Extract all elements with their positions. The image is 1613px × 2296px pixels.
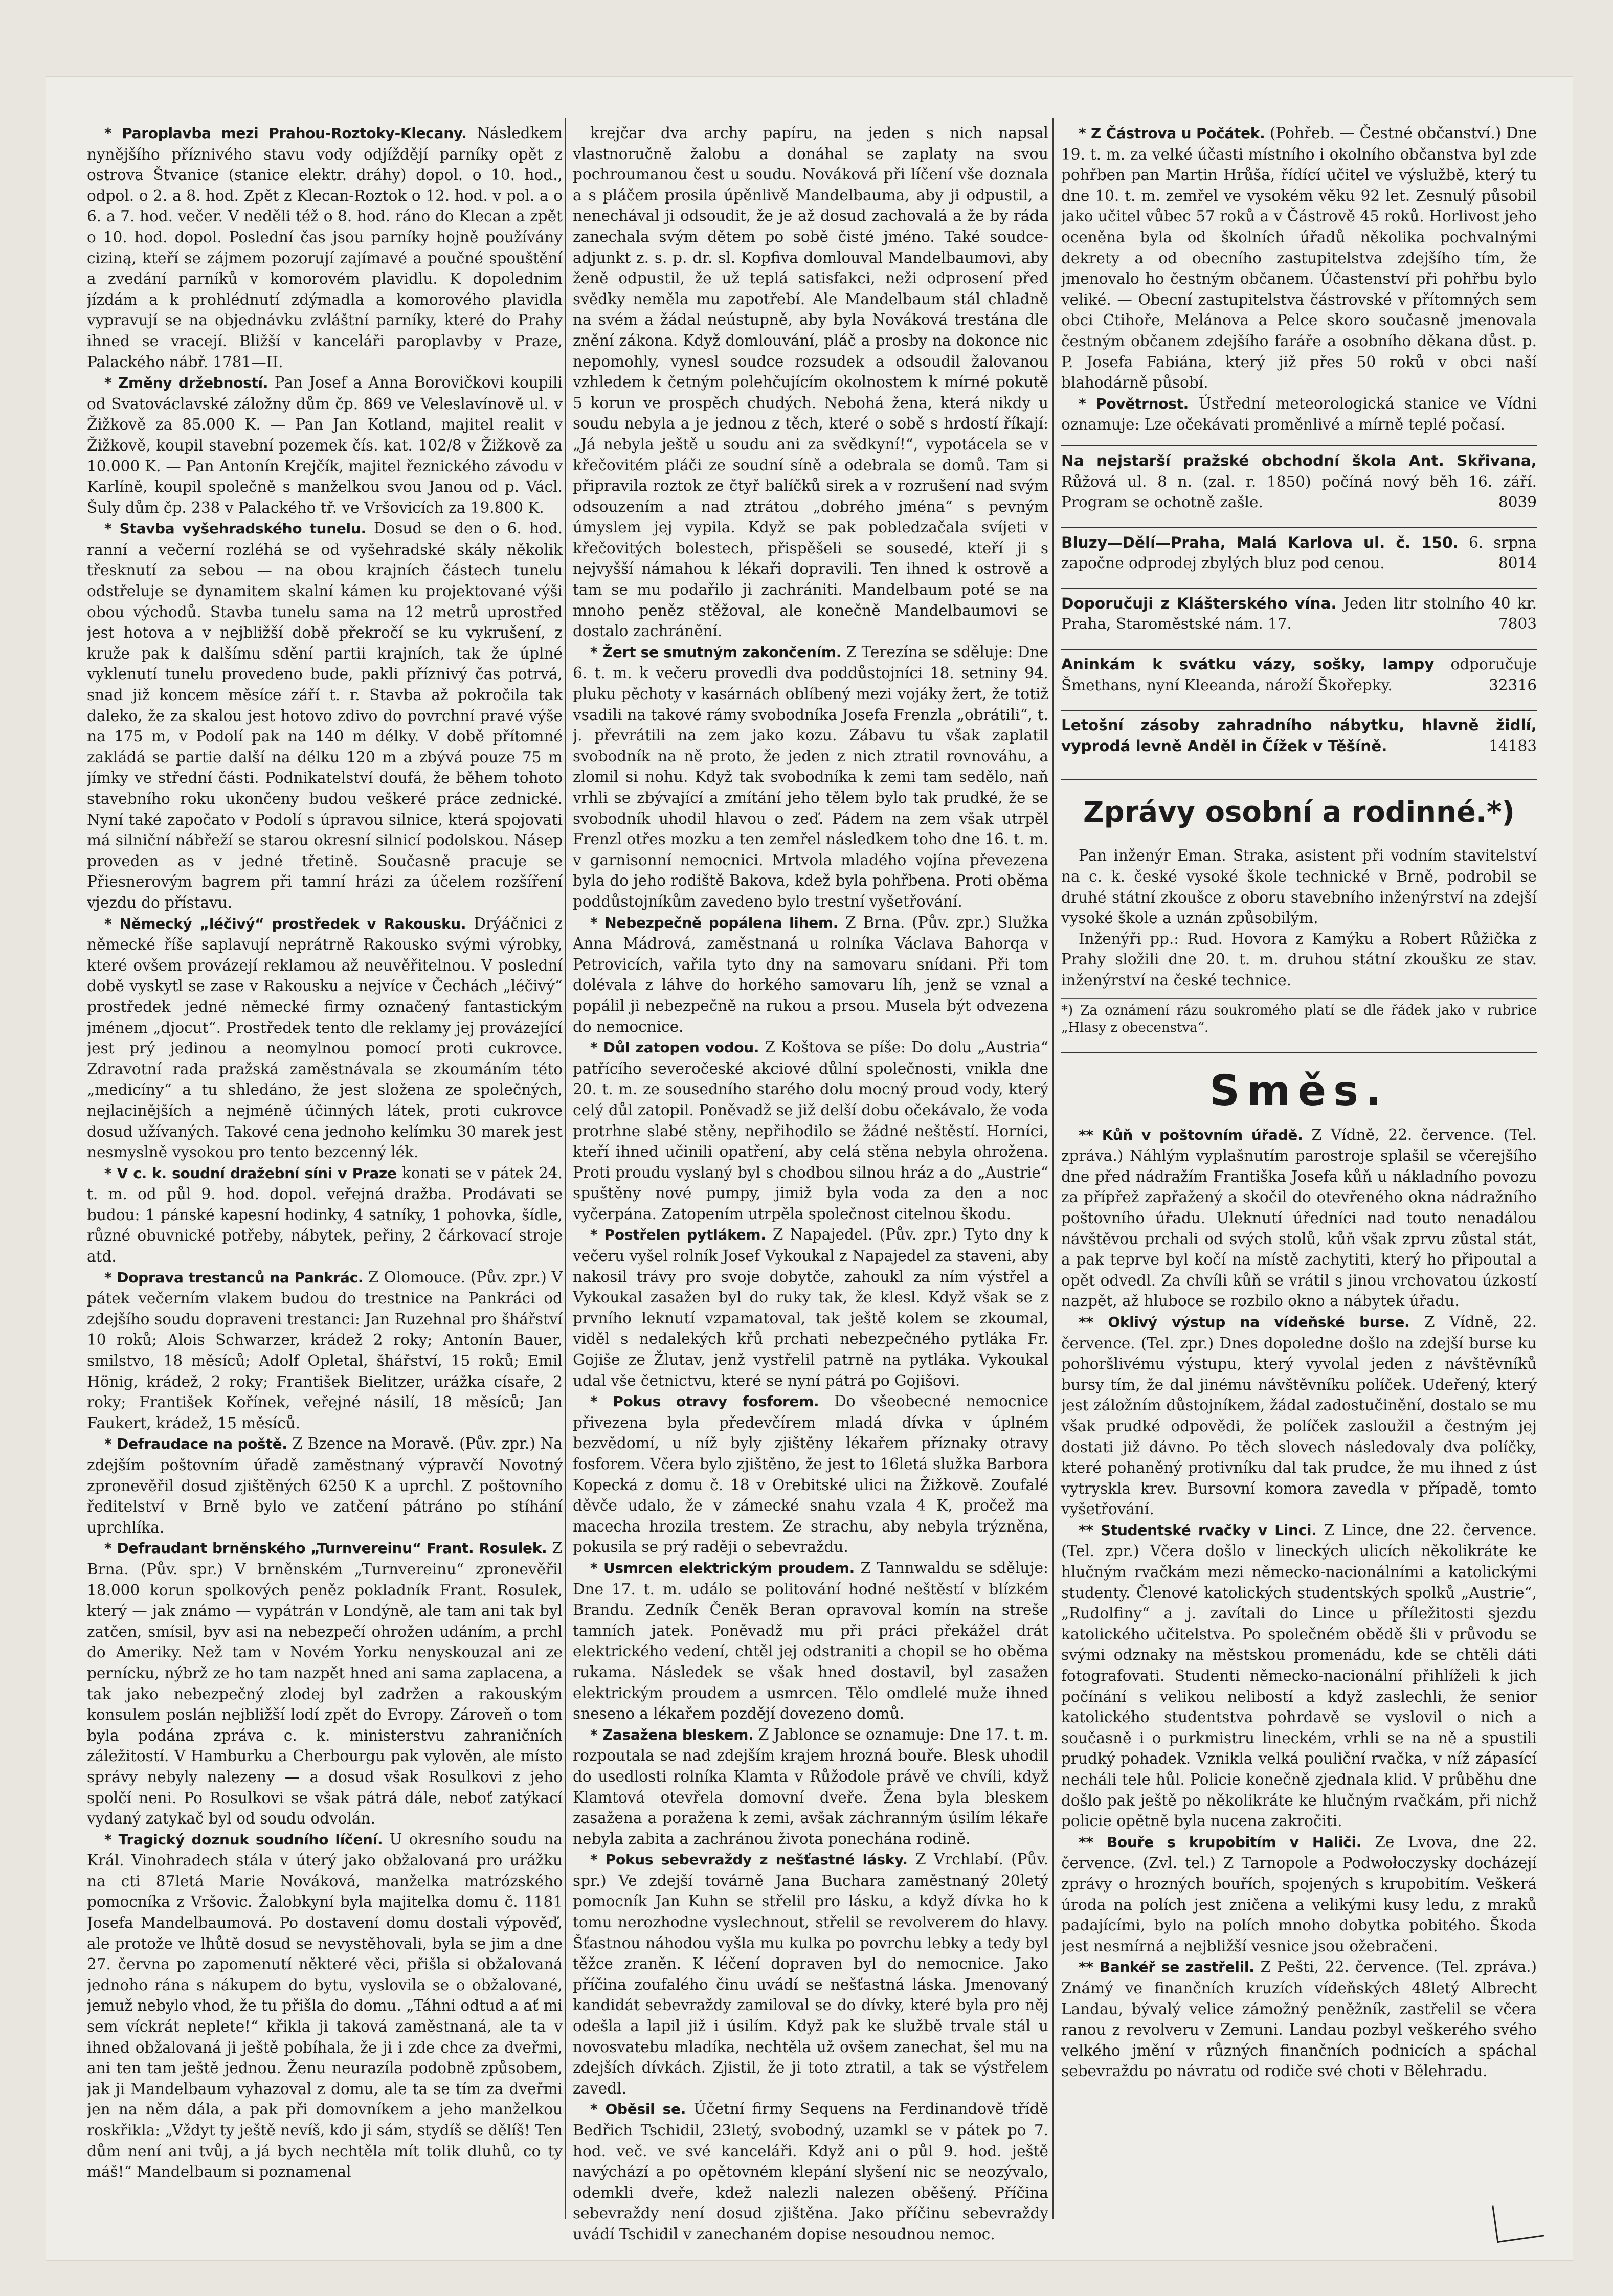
- ad-title: Bluzy—Dělí—Praha, Malá Karlova ul. č. 150.: [1061, 533, 1459, 551]
- news-item: [1061, 123, 1537, 393]
- news-headline: * V c. k. soudní dražební síni v Praze: [104, 1164, 397, 1182]
- news-text: Z Brna. (Pův. zpr.) Služka Anna Mádrová, zaměstnaná u rolníka Václava Bahorqa v Petrovicích, vařila tyto dny na samovaru snídani. Při tom dolévala z láhve do horkého samovaru líh, jenž se vznal a popálil ji nebezpečně na rukou a prsou. Musela být odvezena do nemocnice.: [573, 913, 1048, 1036]
- news-text: Z Vídně, 22. července. (Tel. zpráva.) Náhlým vyplašnutím parostroje splašil se včerejšího dne před nádražím Františka Josefa kůň u nákladního povozu za přípřež zapřažený a skočil do otevřeného okna nádražního poštovního úřadu. Uleknutí úředníci nad touto nenadálou návštěvou prchali od svých stolů, kůň však zprvu zůstal stát, a pak teprve byl kočí na místě zachytiti, který ho připoutal a opět odvedl. Za chvíli kůň se vrátil s jinou vrchovatou úzkostí nazpět, až hluboce se rozbilo okno a nábytek úřadu.: [1061, 1126, 1537, 1310]
- ad-text: 6. srpna započne odprodej zbylých bluz pod cenou.: [1061, 533, 1537, 572]
- news-item: [573, 1037, 1048, 1224]
- news-item: [573, 2099, 1048, 2244]
- advertisements: [1061, 445, 1537, 761]
- news-text: Z Vídně, 22. července. (Tel. zpr.) Dnes dopoledne došlo na zdejší burse ku pohoršlivému výstupu, který vyvolal jeden z návštěvníků bursy tím, že dal jinému návštěvníku políček. Udeřený, který jest záložním důstojníkem, žádal zadostučinění, dostalo se mu však prudké odpovědi, že políček zasloužil a čestným jej dostati již dávno. Po těch slovech následovaly dva políčky, které pohaněný protivníku dal tak prudce, že mu ihned z úst vytryskla krev. Bursovní komora zavedla v případě, tomto vyšetřování.: [1061, 1313, 1537, 1518]
- advertisement: [1061, 588, 1537, 639]
- ad-title: Doporučuji z Klášterského vína.: [1061, 594, 1337, 612]
- newspaper-page: [46, 77, 1573, 2260]
- ad-number: 8014: [1498, 554, 1537, 572]
- section-title-misc: Směs.: [1061, 1052, 1537, 1119]
- news-text: Z Terezína se sděluje: Dne 6. t. m. k večeru provedli dva poddůstojníci 18. setniny 94. pluku pěchoty v kasárnách oblíbený mezi vojáky žert, že totiž vsadili na takové rámy svobodníka Josefa Frenzla „obrátili“, t. j. převrátili na zem jako kozu. Zábavu tu však zaplatil svobodník na ně proto, že jeden z nich ztratil rovnováhu, a zlomil si nohu. Když tak svobodníka k zemi tam sedělo, naň vrhli se zbývající a zmítání jeho tělem bylo tak prudké, že se svobodník uhodil hlavou o zeď. Pádem na zem však utrpěl Frenzl otřes mozku a ten zemřel následkem toho dne 16. t. m. v garnisonní nemocnici. Mrtvola mladého vojína převezena byla do jeho rodiště Bakova, kdež byla pohřbena. Proti oběma poddůstojníkům zavedeno bylo trestní vyšetřování.: [573, 643, 1048, 910]
- news-headline: * Doprava trestanců na Pankrác.: [104, 1269, 364, 1286]
- news-text: Z Olomouce. (Pův. zpr.) V pátek večerním vlakem budou do trestnice na Pankráci od zdejšího soudu dopraveni trestanci: Jan Ruzehnal pro šhářství 10 roků; Alois Schwarzer, krádež 2 roky; Antonín Bauer, smilstvo, 18 měsíců; Adolf Opletal, šhářství, 15 roků; Emil Hönig, krádež, 2 roky; František Bielitzer, urážka císaře, 2 roky; František Kořínek, veřejné násilí, 18 měsíců; Jan Faukert, krádež, 15 měsíců.: [87, 1268, 563, 1432]
- advertisement: [1061, 649, 1537, 700]
- news-text: U okresního soudu na Král. Vinohradech stála v úterý jako obžalovaná pro urážku na cti 87letá Marie Nováková, manželka matrózského pomocníka z Vršovic. Žalobkyní byla majitelka domu č. 1181 Josefa Mandelbaumová. Po dostavení domu dostali výpověď, ale protože ve lhůtě dosud se nevystěhovali, byla se jim a dne 27. června po zapomenutí některé věci, přišla si obžalovaná jednoho rána s nákupem do bytu, vyslovila se o obžalované, jemuž nebylo vhod, že tu přišla do domu. „Táhni odtud a ať mi sem víckrát neplete!“ křikla ji taková zaměstnaná, ale ta v ihned obžalovaná ji ještě pobíhala, že ji i zde chce za dveřmi, ani ten tam ještě jednou. Ženu neurazíla podobně způsobem, jak ji Mandelbaum vyhazoval z domu, ale ta se tím za dveřmi jen na něm dála, a pak při domovníkem a jeho manželkou roskřikla: „Vždyt ty ještě nevíš, kdo ji sám, stydíš se dělíš! Ten dům není ani tvůj, a já bych nechtěla mít tolik dluhů, co ty máš!“ Mandelbaum si poznamenal: [87, 1830, 563, 2181]
- news-text: Z Tannwaldu se sděluje: Dne 17. t. m. událo se politování hodné neštěstí v blízkém Brandu. Zedník Čeněk Beran opravoval komín na streše tamních jatek. Poněvadž mu při práci překážel drát elektrického vedení, chtěl jej odstraniti a chopil se ho oběma rukama. Následek se však hned dostavil, byl zasažen elektrickým proudem a usmrcen. Tělo omdlelé muže ihned sneseno a lékařem pozdějí dovezeno domů.: [573, 1559, 1048, 1723]
- news-headline: * Postřelen pytlákem.: [590, 1226, 766, 1244]
- news-item: [573, 1849, 1048, 2099]
- column-divider: [565, 118, 566, 2219]
- news-headline: * Oběsil se.: [590, 2101, 686, 2118]
- news-headline: * Zasažena bleskem.: [590, 1726, 754, 1743]
- news-item: [87, 913, 563, 1163]
- news-headline: * Paroplavba mezi Prahou-Roztoky-Klecany.: [104, 125, 467, 142]
- news-text: Z Vrchlabí. (Pův. spr.) Ve zdejší továrně Jana Buchara zaměstnaný 20letý pomocník Jan Kuhn se střelil pro lásku, a když dívka ho k tomu nerozhodne vyslechnout, střelil se revolverem do hlavy. Šťastnou náhodou vyšla mu kulka po povrchu lebky a tedy byl těžce zraněn. K léčení dopraven byl do nemocnice. Jako příčina zoufalého činu uvádí se nešťastná láska. Jmenovaný kandidát sebevraždy zamiloval se do dívky, které byla pro něj odešla a lapil již i úsilím. Když pak ke službě trvale stál u novosvatebu mladíka, nechtěla už ovšem zanechat, šel mu na zdejších dívkách. Zjistil, že ji toto ztratil, a tak se výstřelem zavedl.: [573, 1851, 1048, 2097]
- news-headline: ** Bankéř se zastřelil.: [1079, 1959, 1254, 1976]
- column-3: [1061, 123, 1537, 2082]
- news-item: [573, 912, 1048, 1038]
- news-text: krejčar dva archy papíru, na jeden s nich napsal vlastnoručně žalobu a donáhal se zaplaty na svou pochroumanou čest u soudu. Nováková při líčení vše doznala a s pláčem prosila úpěnlivě Mandelbauma, aby ji odpustil, a nenechával ji odsoudit, že je až dosud zachovalá a že by ráda zanechala svým dětem po sobě čisté jméno. Také soudce-adjunkt z. s. p. dr. sl. Kopfiva domlouval Mandelbaumovi, aby ženě odpustil, že už teplá satisfakci, neži odprosení před svědky neměla mu zapotřebí. Ale Mandelbaum stál chladně na svém a žádal neústupně, aby byla Nováková trestána dle znění zákona. Když domlouvání, pláč a prosby na dokonce nic nepomohly, vynesl soudce rozsudek a odsoudil žalovanou vzhledem k četným polehčujícím okolnostem k mírné pokutě 5 korun ve prospěch chudých. Nebohá žena, která nikdy u soudu nebyla a je jednou z těch, které o sobě s hrdostí říkají: „Já nebyla ještě u soudu ani za svědkyní!“, vypotácela se v křečovitém pláči ze soudní síně a odebrala se domů. Tam si připravila roztok ze čtyř balíčků sirek a v rozrušení nad svým odsouzením a nad ztrátou „dobrého jména“ s pevným úmyslem jej vypila. Když se pak pobledzačala svíjeti v křečovitých bolestech, přispěšeli se sousedé, kteří ji s nejvyšší námahou k lékaři dopravili. Ten ihned k ostrově a tam se mu podařilo ji zachrániti. Mandelbaum poté se na mnoho peněz stěžoval, ale konečně Mandelbaumovi se dostalo zachránění.: [573, 124, 1048, 640]
- news-item: [87, 1829, 563, 2182]
- news-headline: ** Studentské rvačky v Linci.: [1079, 1521, 1317, 1539]
- news-item: [87, 1433, 563, 1538]
- news-headline: * Žert se smutným zakončením.: [590, 643, 842, 661]
- news-item: [1061, 1312, 1537, 1520]
- ad-number: 32316: [1489, 676, 1537, 694]
- news-headline: * Změny držebností.: [104, 374, 268, 392]
- ad-number: 8039: [1498, 493, 1537, 511]
- news-text: Účetní firmy Sequens na Ferdinandově třídě Bedřich Tschidil, 23letý, svobodný, uzamkl se v pátek po 7. hod. več. ve své kanceláři. Když ani o půl 9. hod. ještě navýchází a po opětovném klepání slyšení nic se neozývalo, odemkli dveře, kdež nalezli nalezen oběšený. Příčina sebevraždy není dosud zjištěna. Jako příčinu sebevraždy uvádí Tschidil v zanechaném dopise nesoudnou nemoc.: [573, 2100, 1048, 2243]
- news-text: Pan Josef a Anna Borovičkovi koupili od Svatováclavské záložny dům čp. 869 ve Veleslavínově ul. v Žižkově za 85.000 K. — Pan Jan Kotland, majitel realit v Žižkově, koupil stavební pozemek čís. kat. 102/8 v Žižkově za 10.000 K. — Pan Antonín Krejčík, majitel řeznického závodu v Karlíně, koupil společně s manželkou svou Janou od p. Václ. Šuly dům čp. 238 v Palackého tř. ve Vršovicích za 19.800 K.: [87, 374, 563, 516]
- ad-title: Aninkám k svátku vázy, sošky, lampy: [1061, 656, 1435, 673]
- news-item: [573, 123, 1048, 642]
- news-headline: * Důl zatopen vodou.: [590, 1039, 759, 1056]
- news-item: [573, 1724, 1048, 1850]
- news-text: (Pohřeb. — Čestné občanství.) Dne 19. t. m. za velké účasti místního i okolního občanstva byl zde pohřben pan Martin Hrůša, řídící učitel ve výslužbě, který tu dne 10. t. m. zemřel ve vysokém věku 92 let. Zesnulý působil jako učitel vůbec 57 roků a v Částrově 45 roků. Horlivost jeho oceněna byla od školních úřadů několika pochvalnými dekrety a od obecního zastupitelstva zdejšího tím, že jmenovalo ho čestným občanem. Účastenství při pohřbu bylo veliké. — Obecní zastupitelstva částrovské v přítomných sem obci Ctihoře, Melánova a Pelce skoro současně jmenovala čestným občanem zdejšího faráře a osobního děkana důst. p. P. Josefa Fabiána, který již přes 50 roků v obci naší blahodárně působí.: [1061, 124, 1537, 392]
- news-headline: ** Bouře s krupobitím v Haliči.: [1079, 1833, 1362, 1851]
- news-item: [1061, 1832, 1537, 1957]
- news-text: Drýáčnici z německé říše saplavují neprátrně Rakousko svými výrobky, které ovšem provázejí reklamou až neuvěřitelnou. V poslední době vyskytl se zase v Rakousku a nejvíce v Čechách „léčivý“ prostředek jedné německé firmy označený fantastickým jménem „djocut“. Prostředek tento dle reklamy jej provázející jest prý jedinou a neomylnou pomocí proti cukrovce. Zdravotní rada pražská zaměstnávala se zkoumáním této „medicíny“ a tu shledáno, že jest složena ze společných, nejlacinějších a nejméně účinných látek, proti cukrovce dosud užívaných. Takové cena jednoho kelímku 30 marek jest nesmyslně vysokou pro tento bezcenný lék.: [87, 914, 563, 1161]
- advertisement: [1061, 527, 1537, 578]
- news-item: [87, 518, 563, 913]
- ad-title: Letošní zásoby zahradního nábytku, hlavně židlí, vyprodá levně Anděl in Čížek v Těšíně.: [1061, 716, 1537, 755]
- news-headline: ** Oklivý výstup na vídeňské burse.: [1079, 1313, 1410, 1331]
- ad-text: odporučuje Šmethans, nyní Kleeanda, nároží Škořepky.: [1061, 656, 1537, 694]
- news-item: [573, 1558, 1048, 1724]
- news-headline: * Stavba vyšehradského tunelu.: [104, 520, 366, 537]
- personal-item: Inženýři pp.: Rud. Hovora z Kamýku a Robert Růžička z Prahy složili dne 20. t. m. druhou státní zkoušku ze stav. inženýrství na české technice.: [1061, 930, 1537, 989]
- news-text: Z Napajedel. (Pův. zpr.) Tyto dny k večeru vyšel rolník Josef Vykoukal z Napajedel za staveni, aby nakosil trávy pro svoje dobytče, zahoukl za ním výstřel a Vykoukal zasažen byl do ruky tak, že klesl. Když však se z prvního leknutí vzpamatoval, tak ještě kolem se zkoumal, viděl s nedalekých křů prchati nebezpečného pytláka Fr. Gojiše ze Žlutav, jenž vystřelil patrně na pytláka. Vykoukal udal vše četnictvu, které se nyní pátrá po Gojišovi.: [573, 1226, 1048, 1389]
- footnote: *) Za oznámení rázu soukromého platí se dle řádek jako v rubrice „Hlasy z obecenstva“.: [1061, 998, 1537, 1037]
- column-2: [573, 123, 1048, 2245]
- news-headline: * Pokus otravy fosforem.: [590, 1393, 819, 1410]
- misc-news: [1061, 1124, 1537, 2082]
- ad-text: Jeden litr stolního 40 kr. Praha, Staroměstské nám. 17.: [1061, 594, 1537, 633]
- news-item: [87, 372, 563, 518]
- news-item: [1061, 1956, 1537, 2082]
- column-3-news: [1061, 123, 1537, 435]
- news-text: Ústřední meteorologická stanice ve Vídni oznamuje: Lze očekávati proměnlivé a mírně teplé počasí.: [1061, 394, 1537, 434]
- page-corner-mark: [1492, 2199, 1544, 2243]
- column-divider: [1052, 118, 1054, 2219]
- news-item: [1061, 1124, 1537, 1312]
- column-1: [87, 123, 563, 2182]
- news-text: Ze Lvova, dne 22. července. (Zvl. tel.) Z Tarnopole a Podwołoczysky docházejí zprávy o hrozných bouřích, spojených s krupobitím. Veškerá úroda na polích jest zničena a velikými kusy ledu, z mraků padajícími, bylo na polích mnoho dobytka pobitého. Škoda jest nesmírná a nejbližší vesnice jsou ožebračeni.: [1061, 1833, 1537, 1955]
- news-headline: * Defraudant brněnského „Turnvereinu“ Frant. Rosulek.: [104, 1540, 547, 1557]
- advertisement: [1061, 710, 1537, 760]
- news-headline: * Povětrnost.: [1079, 395, 1189, 412]
- news-item: [573, 1391, 1048, 1558]
- news-headline: * Tragický doznuk soudního líčení.: [104, 1831, 383, 1848]
- news-item: [1061, 393, 1537, 435]
- news-headline: * Z Částrova u Počátek.: [1079, 125, 1265, 142]
- news-item: [87, 1163, 563, 1267]
- news-text: konati se v pátek 24. t. m. od půl 9. hod. dopol. veřejná dražba. Prodávati se budou: 1 pánské kapesní hodinky, 4 satníky, 1 pohovka, šídle, různé obuvnické potřeby, nábytek, peřiny, 2 čárkovací stroje atd.: [87, 1164, 563, 1266]
- news-headline: * Pokus sebevraždy z nešťastné lásky.: [590, 1851, 908, 1869]
- news-text: Z Pešti, 22. července. (Tel. zpráva.) Známý ve finančních kruzích vídeňských 48letý Albrecht Landau, bývalý velice zámožný peněžník, zastřelil se včera ranou z revolveru v Zemuni. Landau pozbyl veškerého svého velkého jmění v různých finančních podnicích a spáchal sebevraždu po návratu od rodiče své choti v Bělehradu.: [1061, 1958, 1537, 2080]
- news-text: Z Jablonce se oznamuje: Dne 17. t. m. rozpoutala se nad zdejším krajem hrozná bouře. Blesk uhodil do usedlosti rolníka Klamta v Růžodole právě ve chvíli, když Klamtová otevřela domovní dveře. Žena byla bleskem zasažena a poražena k zemi, avšak záchranným úsilím lékaře nebyla zabita a zachránou života ponechána rodině.: [573, 1725, 1048, 1848]
- news-text: Do všeobecné nemocnice přivezena byla předevčírem mladá dívka v úplném bezvědomí, u níž byly zjištěny lékařem příznaky otravy fosforem. Včera bylo zjištěno, že jest to 16letá služka Barbora Kopecká z domu č. 18 v Orebitské ulici na Žižkově. Zoufalé děvče udalo, že v zámecké snahu vzala 4 K, pročež ma macecha hrozila trestem. Ze strachu, aby nebyla trýzněna, pokusila se prý raději o sebevraždu.: [573, 1392, 1048, 1556]
- news-item: [87, 1267, 563, 1434]
- news-text: Z Koštova se píše: Do dolu „Austria“ patřícího severočeské akciové důlní společnosti, vnikla dne 20. t. m. ze sousedního starého dolu mocný proud vody, který celý důl zatopil. Poněvadž se již delší dobu očekávalo, že voda protrhne slabé stěny, nepřihodilo se žádné neštěstí. Horníci, kteří ihned učinili opatření, aby celá stěna nebyla ohrožena. Proti proudu vyslaný byl s chodbou silnou hráz a do „Austrie“ spuštěny nové pumpy, jimiž byla voda za den a noc vyčerpána. Zatopením utrpěla společnost citelnou škodu.: [573, 1039, 1048, 1223]
- news-text: Z Bzence na Moravě. (Pův. zpr.) Na zdejším poštovním úřadě zaměstnaný výpravčí Novotný zpronevěřil dosud zjištěných 6250 K a uprchl. Z poštovního ředitelství v Brně bylo ve zatčení pátráno po stíhání uprchlíka.: [87, 1435, 563, 1536]
- news-item: [87, 1538, 563, 1829]
- news-text: Následkem nynějšího příznivého stavu vody odjíždějí parníky opět z ostrova Štvanice (stanice elektr. dráhy) dopol. o 10. hod., odpol. o 2. a 8. hod. Zpět z Klecan-Roztok o 12. hod. v pol. a o 6. a 7. hod. večer. V neděli též o 8. hod. ráno do Klecan a zpět o 10. hod. dopol. Poslední čas jsou parníky hojně používány ciziną, kteří se zájmem pozorují zajímavé a poučné spouštění a zvedání parníků v komorovém plavidlu. K dopolednim jízdám a k prohlédnutí zdýmadla a komorového plavidla vypravují se na objednávku zvláštní parníky, které do Prahy ihned se vracejí. Bližší v kanceláři paroplavby v Praze, Palackého nábř. 1781—II.: [87, 124, 563, 371]
- news-item: [87, 123, 563, 372]
- news-text: Z Brna. (Pův. spr.) V brněnském „Turnvereinu“ zpronevěřil 18.000 korun spolkových peněz pokladník Frant. Rosulek, který — jak známo — vypátrán v Londýně, ale tam ani tak byl zatčen, smísil, byv asi na nebezpečí ohrožen udáním, a prchl do Ameriky. Než tam v Novém Yorku nenyskouzal ani ze pernícku, nýbrž ze ho tam nazpět hned ani sama zaplacena, a tak jako nebezpečný zlodej byl zadržen a rakouským konsulem poslán nejbližší lodí zpět do Evropy. Zároveň o tom byla podána zpráva c. k. ministerstvu zahraničních záležitostí. V Hamburku a Cherbourgu pak vylověn, ale místo správy nebyly nalezeny — a dosud však Rosulkovi z jeho spolčí neni. Po Rosulkovi se však pátrá dále, neboť zatýkací vydaný zatykač byl od soudu odvolán.: [87, 1539, 563, 1828]
- news-item: [1061, 1520, 1537, 1832]
- ad-number: 14183: [1489, 737, 1537, 755]
- ad-text: Růžová ul. 8 n. (zal. r. 1850) počíná nový běh 16. září. Program se ochotně zašle.: [1061, 472, 1537, 511]
- news-text: Z Lince, dne 22. července. (Tel. zpr.) Včera došlo v lineckých ulicích několikráte ke hlučným rvačkám mezi německo-nacionálními a katolickými studenty. Členové katolických studentských spolků „Austrie“, „Rudolfiny“ a j. zavítali do Lince u příležitosti sjezdu katolického učitelstva. Po společném obědě šli v průvodu se svými odznaky na městskou promenádu, kde se chtěli dáti fotografovati. Studenti německo-nacionální přihlíželi k jich počínání s velikou nelibostí a když zaslechli, že senior katolického studentstva pohrdavě se vyslovil o nich a současně i o purkmistru lineckém, vrhli se na ně a spustili prudký pohadek. Vznikla velká pouliční rvačka, v níž zápasící necháli tele hůl. Policie konečně zjednala klid. V průběhu dne došlo pak ještě po několikráte ke hlučným rvačkám, při nichž policie opětně byla nucena zakročiti.: [1061, 1521, 1537, 1830]
- news-item: [573, 642, 1048, 912]
- news-headline: ** Kůň v poštovním úřadě.: [1079, 1126, 1303, 1143]
- news-headline: * Německý „léčivý“ prostředek v Rakousku.: [104, 915, 466, 932]
- personal-item: Pan inženýr Eman. Straka, asistent při vodním stavitelství na c. k. české vysoké škole technické v Brně, podrobil se druhé státní zkoušce z oboru stavebního inženýrství na zdejší vysoké škole a uznán způsobilým.: [1061, 847, 1537, 927]
- news-text: Dosud se den o 6. hod. ranní a večerní rozléhá se od vyšehradské skály několik třesknutí za sebou — na obou krajních částech tunelu odstřeluje se dynamitem skalní kámen ku projektované výši obou východů. Stavba tunelu sama na 12 metrů uprostřed jest hotova a v nejbližší době překročí se ku vykrušení, z kruže pak k dalšímu sdění partii krajních, tak že úplné vyklenutí tunelu provedeno bude, pakli příznivý čas potrvá, snad již koncem měsíce září t. r. Stavba až pokročila tak daleko, že za skalou jest hotovo zdivo do povrchní pravé výše na 175 m, v Podolí pak na 140 m délky. V době přítomné zakládá se partie další na délku 120 m a zbývá pouze 75 m jímky ve střední části. Podnikatelství doufá, že během tohoto stavebního roku ukončeny budou veškeré práce zednické. Nyní také započato v Podolí s úpravou silnice, která spojovati má silniční nábřeží se starou okresní silnicí podolskou. Násep proveden as v jedné třetině. Současně pracuje se Přiesnerovým bagrem při tamní hrázi za účelem rozšíření vjezdu do přístavu.: [87, 520, 563, 911]
- ad-title: Na nejstarší pražské obchodní škola Ant. Skřivana,: [1061, 452, 1537, 469]
- news-item: [573, 1224, 1048, 1391]
- ad-number: 7803: [1498, 615, 1537, 633]
- section-title-personal: Zprávy osobní a rodinné.*): [1061, 779, 1537, 833]
- advertisement: [1061, 445, 1537, 517]
- news-headline: * Defraudace na poště.: [104, 1435, 287, 1453]
- news-headline: * Nebezpečně popálena lihem.: [590, 914, 839, 931]
- news-headline: * Usmrcen elektrickým proudem.: [590, 1559, 855, 1577]
